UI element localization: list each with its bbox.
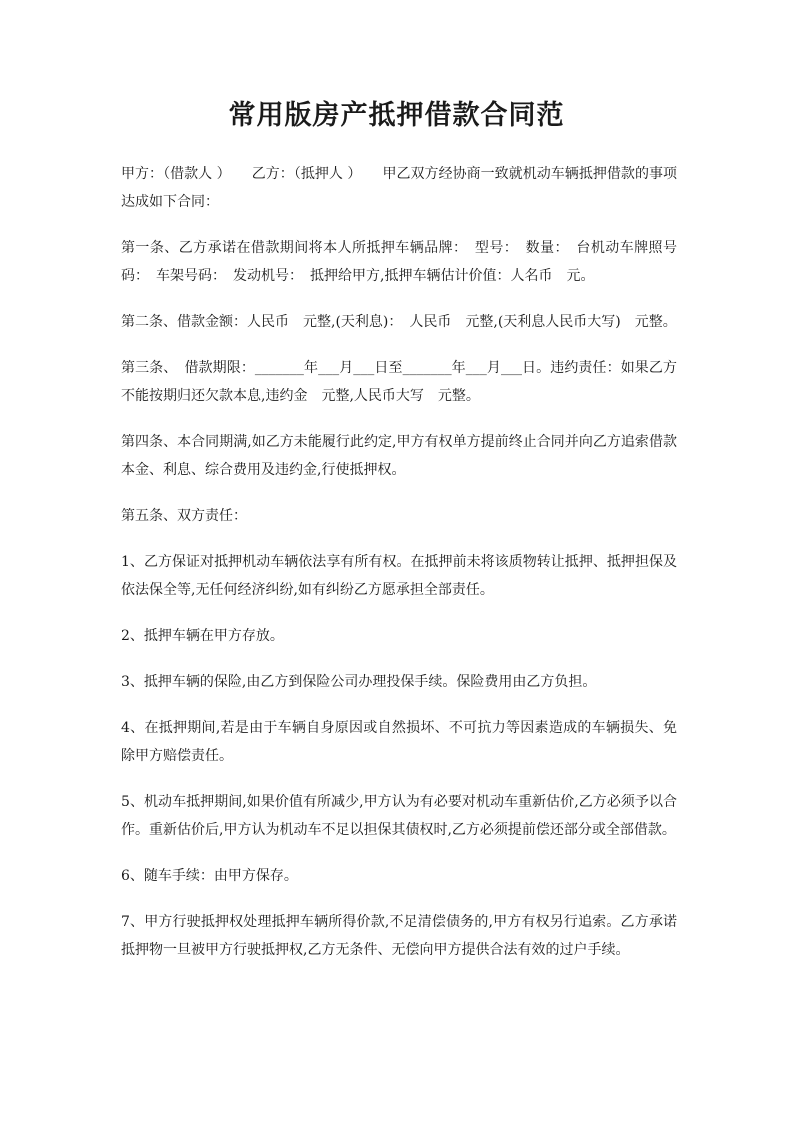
paragraph-article-1: 第一条、乙方承诺在借款期间将本人所抵押车辆品牌： 型号： 数量： 台机动车牌照号码： 车架号码： 发动机号： 抵押给甲方,抵押车辆估计价值：人名币 元。 (121, 240, 677, 284)
paragraph-article-2: 第二条、借款金额：人民币 元整,(天利息)： 人民币 元整,(天利息人民币大写) 元整。 (121, 314, 677, 330)
paragraph-article-3: 第三条、 借款期限：_______年___月___日至_______年___月___日。违约责任：如果乙方不能按期归还欠款本息,违约金 元整,人民币大写 元整。 (121, 360, 677, 404)
document-body (121, 160, 677, 982)
paragraph-article-4: 第四条、本合同期满,如乙方未能履行此约定,甲方有权单方提前终止合同并向乙方追索借款本金、利息、综合费用及违约金,行使抵押权。 (121, 434, 677, 478)
paragraph-item-7: 7、甲方行驶抵押权处理抵押车辆所得价款,不足清偿债务的,甲方有权另行追索。乙方承诺抵押物一旦被甲方行驶抵押权,乙方无条件、无偿向甲方提供合法有效的过户手续。 (121, 914, 677, 958)
paragraph-item-2: 2、抵押车辆在甲方存放。 (121, 628, 284, 644)
paragraph-item-5: 5、机动车抵押期间,如果价值有所减少,甲方认为有必要对机动车重新估价,乙方必须予以合作。重新估价后,甲方认为机动车不足以担保其债权时,乙方必须提前偿还部分或全部借款。 (121, 794, 677, 838)
paragraph-item-4: 4、在抵押期间,若是由于车辆自身原因或自然损坏、不可抗力等因素造成的车辆损失、免除甲方赔偿责任。 (121, 720, 677, 764)
paragraph-item-3: 3、抵押车辆的保险,由乙方到保险公司办理投保手续。保险费用由乙方负担。 (121, 674, 597, 690)
paragraph-article-5-heading: 第五条、双方责任： (121, 508, 247, 524)
paragraph-parties: 甲方：（借款人 ） 乙方：（抵押人 ） 甲乙双方经协商一致就机动车辆抵押借款的事项达成如下合同： (121, 166, 677, 210)
paragraph-item-6: 6、随车手续：由甲方保存。 (121, 868, 298, 884)
paragraph-item-1: 1、乙方保证对抵押机动车辆依法享有所有权。在抵押前未将该质物转让抵押、抵押担保及依法保全等,无任何经济纠纷,如有纠纷乙方愿承担全部责任。 (121, 554, 677, 598)
document-title: 常用版房产抵押借款合同范 (228, 100, 565, 131)
